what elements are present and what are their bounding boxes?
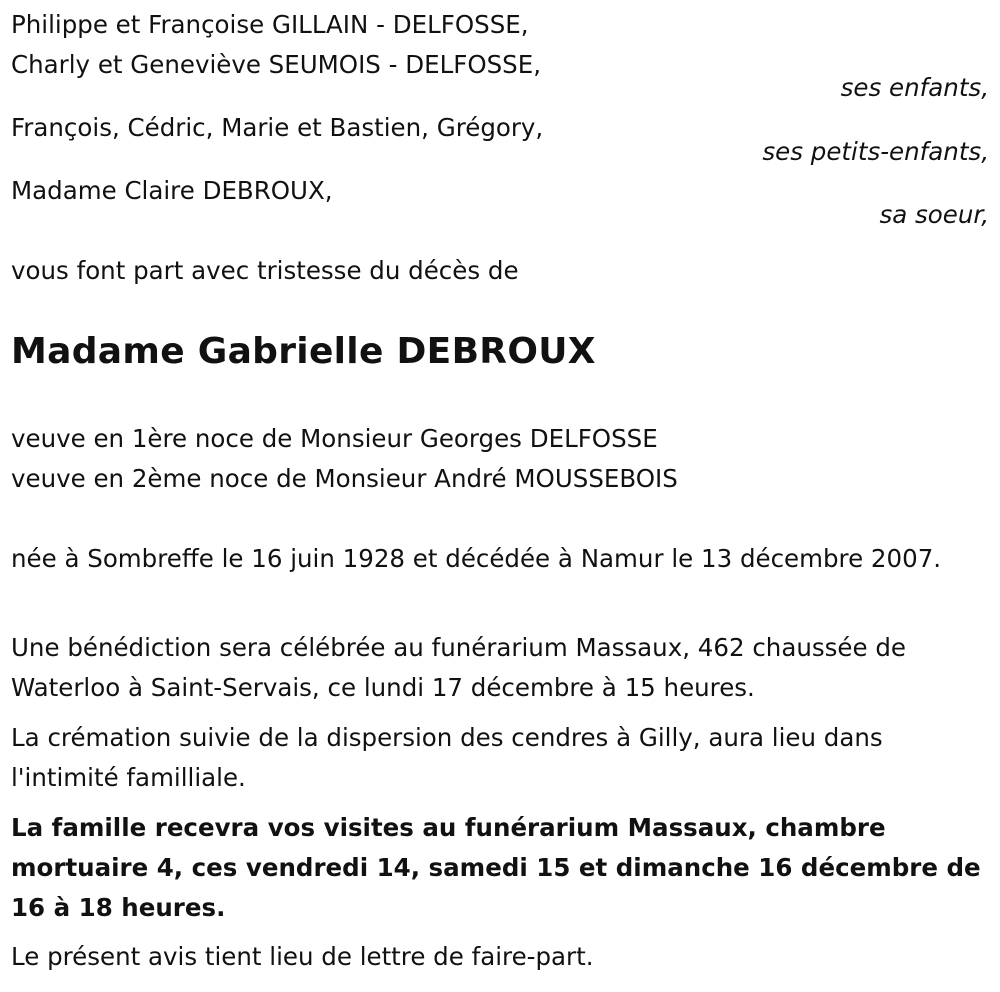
sister-role: sa soeur, — [879, 200, 989, 229]
deceased-name: Madame Gabrielle DEBROUX — [11, 331, 596, 372]
children-role: ses enfants, — [840, 73, 989, 102]
closing-paragraph: Le présent avis tient lieu de lettre de faire-part. — [11, 942, 594, 971]
sister-line: Madame Claire DEBROUX, — [11, 176, 333, 205]
obituary-notice — [11, 0, 989, 992]
blessing-paragraph: Une bénédiction sera célébrée au funérarium Massaux, 462 chaussée de Waterloo à Saint-Servais, ce lundi 17 décembre à 15 heures. — [11, 633, 906, 702]
grandchildren-role: ses petits-enfants, — [762, 137, 989, 166]
second-marriage: veuve en 2ème noce de Monsieur André MOUSSEBOIS — [11, 464, 678, 493]
first-marriage: veuve en 1ère noce de Monsieur Georges DELFOSSE — [11, 424, 658, 453]
cremation-paragraph: La crémation suivie de la dispersion des cendres à Gilly, aura lieu dans l'intimité familliale. — [11, 723, 883, 792]
grandchildren-line: François, Cédric, Marie et Bastien, Grégory, — [11, 113, 544, 142]
visits-paragraph: La famille recevra vos visites au funérarium Massaux, chambre mortuaire 4, ces vendredi 14, samedi 15 et dimanche 16 décembre de 16 à 18 heures. — [11, 813, 981, 922]
birth-death-paragraph: née à Sombreffe le 16 juin 1928 et décédée à Namur le 13 décembre 2007. — [11, 544, 942, 573]
announcement-text: vous font part avec tristesse du décès de — [11, 256, 519, 285]
children-line-2: Charly et Geneviève SEUMOIS - DELFOSSE, — [11, 50, 542, 79]
children-line-1: Philippe et Françoise GILLAIN - DELFOSSE, — [11, 10, 529, 39]
